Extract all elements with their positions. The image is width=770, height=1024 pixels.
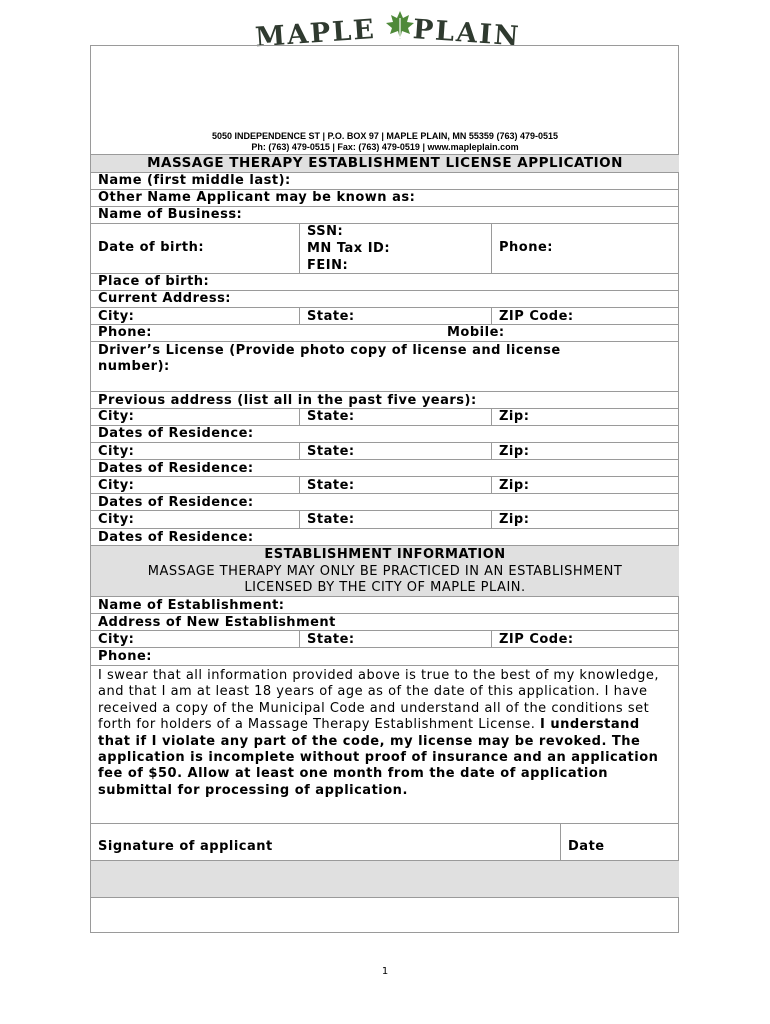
contact-line: Ph: (763) 479-0515 | Fax: (763) 479-0519 | www.mapleplain.com [251, 142, 519, 152]
dates-of-residence-label: Dates of Residence: [98, 461, 254, 476]
maple-leaf-icon [385, 10, 415, 40]
maple-plain-logo [254, 8, 535, 54]
phone-label-2: Phone: [98, 325, 152, 340]
prev-zip-label: Zip: [499, 478, 530, 493]
other-name-label: Other Name Applicant may be known as: [98, 190, 416, 205]
oath-plain-text: I swear that all information provided above is true to the best of my knowledge, and that I am at least 18 years of age as of the date of this application. I have received a copy of the Municipal Code and understand all of the conditions set forth for holders of a Massage Therapy Establishment License. [98, 668, 660, 733]
fein-label: FEIN: [307, 258, 349, 273]
dob-ssn-row [91, 223, 679, 273]
other-name-row [91, 189, 679, 206]
establishment-notice: MASSAGE THERAPY MAY ONLY BE PRACTICED IN AN ESTABLISHMENT [147, 564, 623, 579]
dates-of-residence-row-4 [91, 528, 679, 545]
prev-zip-label: Zip: [499, 409, 530, 424]
prev-state-label: State: [307, 512, 355, 527]
current-city-row [91, 307, 679, 324]
oath-statement [98, 668, 670, 799]
logo-text-left: MAPLE [254, 14, 377, 54]
prev-city-row-1 [91, 408, 679, 425]
drivers-license-label-2: number): [98, 359, 170, 374]
current-address-label: Current Address: [98, 291, 232, 306]
prev-state-label: State: [307, 409, 355, 424]
mn-tax-id-label: MN Tax ID: [307, 241, 391, 256]
place-of-birth-label: Place of birth: [98, 274, 210, 289]
dates-of-residence-row-1 [91, 425, 679, 442]
dates-of-residence-label: Dates of Residence: [98, 530, 254, 545]
oath-bold-text: I understand that if I violate any part of the code, my license may be revoked. The application is incomplete without proof of insurance and an application fee of $50. Allow at least one month from the date of application submittal for processing of application. [98, 717, 659, 798]
establishment-phone-label: Phone: [98, 649, 152, 664]
place-of-birth-row [91, 273, 679, 290]
establishment-address-label: Address of New Establishment [98, 615, 336, 630]
prev-zip-label: Zip: [499, 512, 530, 527]
dates-of-residence-row-2 [91, 459, 679, 476]
prev-city-label: City: [98, 409, 135, 424]
form-title-row [91, 154, 679, 172]
signature-blank-row [91, 897, 679, 933]
establishment-notice-2: LICENSED BY THE CITY OF MAPLE PLAIN. [244, 580, 526, 595]
drivers-license-row [91, 341, 679, 391]
prev-city-label: City: [98, 512, 135, 527]
prev-state-label: State: [307, 444, 355, 459]
establishment-title: ESTABLISHMENT INFORMATION [264, 547, 506, 562]
previous-address-row [91, 391, 679, 408]
name-row [91, 172, 679, 189]
prev-city-row-4 [91, 510, 679, 528]
establishment-name-label: Name of Establishment: [98, 598, 285, 613]
phone-mobile-row [91, 324, 679, 341]
state-label: State: [307, 309, 355, 324]
prev-city-row-2 [91, 442, 679, 459]
establishment-phone-row [91, 647, 679, 665]
address-line: 5050 INDEPENDENCE ST | P.O. BOX 97 | MAPLE PLAIN, MN 55359 (763) 479-0515 [211, 131, 558, 141]
business-name-row [91, 206, 679, 223]
prev-zip-label: Zip: [499, 444, 530, 459]
prev-city-label: City: [98, 478, 135, 493]
signature-row [91, 823, 679, 860]
establishment-state-label: State: [307, 632, 355, 647]
establishment-name-row [91, 596, 679, 613]
previous-address-label: Previous address (list all in the past five years): [98, 393, 477, 408]
prev-city-row-3 [91, 476, 679, 493]
establishment-city-row [91, 630, 679, 647]
phone-label: Phone: [499, 240, 553, 255]
ssn-label: SSN: [307, 224, 344, 239]
date-label: Date [568, 839, 605, 854]
mobile-label: Mobile: [447, 325, 505, 340]
dates-of-residence-label: Dates of Residence: [98, 495, 254, 510]
business-name-label: Name of Business: [98, 207, 243, 222]
signature-label: Signature of applicant [98, 839, 273, 854]
establishment-address-row [91, 613, 679, 630]
establishment-zip-label: ZIP Code: [499, 632, 574, 647]
dob-label: Date of birth: [98, 240, 205, 255]
city-label: City: [98, 309, 135, 324]
prev-city-label: City: [98, 444, 135, 459]
name-label: Name (first middle last): [98, 173, 291, 188]
drivers-license-label: Driver’s License (Provide photo copy of license and license [98, 343, 561, 358]
current-address-row [91, 290, 679, 307]
form-title: MASSAGE THERAPY ESTABLISHMENT LICENSE APPLICATION [147, 155, 623, 171]
dates-of-residence-row-3 [91, 493, 679, 510]
establishment-header [91, 545, 679, 596]
zip-code-label: ZIP Code: [499, 309, 574, 324]
signature-shaded-row [91, 860, 679, 897]
establishment-city-label: City: [98, 632, 135, 647]
dates-of-residence-label: Dates of Residence: [98, 426, 254, 441]
logo-text-right: PLAIN [411, 14, 522, 53]
prev-state-label: State: [307, 478, 355, 493]
page-number: 1 [381, 966, 389, 977]
